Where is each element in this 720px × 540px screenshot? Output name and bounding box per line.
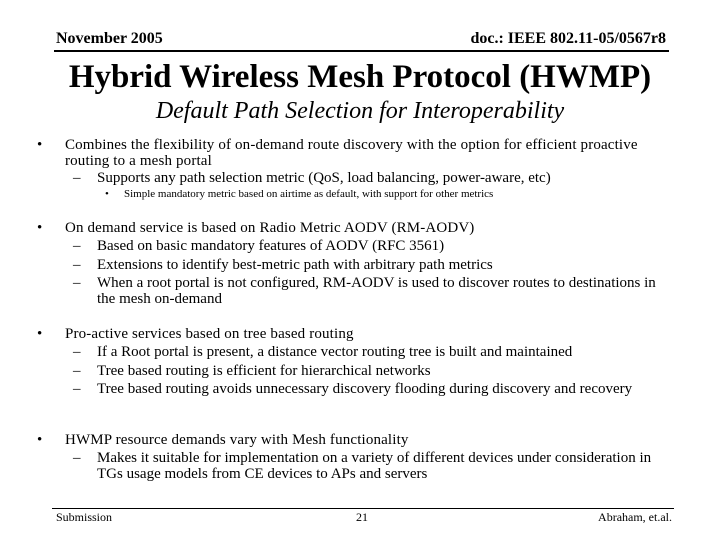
sub-bullet-text: Tree based routing avoids unnecessary discovery flooding during discovery and recovery [97, 381, 633, 397]
header-doc-id: doc.: IEEE 802.11-05/0567r8 [470, 30, 666, 47]
sub-bullet-text: Makes it suitable for implementation on a variety of different devices under consideration in TGs usage models from CE devices to APs and servers [97, 450, 652, 482]
sub-sub-bullet-text: Simple mandatory metric based on airtime as default, with support for other metrics [124, 188, 494, 200]
sub-bullet-text: Based on basic mandatory features of AODV (RFC 3561) [97, 238, 445, 254]
dash-icon: – [73, 275, 81, 291]
bullet-text: Pro-active services based on tree based routing [65, 326, 354, 342]
dash-icon: – [73, 344, 81, 360]
dash-icon: – [73, 257, 81, 273]
slide-title: Hybrid Wireless Mesh Protocol (HWMP) [68, 59, 652, 95]
sub-bullet-text: Extensions to identify best-metric path with arbitrary path metrics [97, 257, 493, 273]
bullet-icon: • [105, 188, 109, 200]
bullet-icon: • [37, 137, 43, 153]
sub-bullet-text: Supports any path selection metric (QoS, load balancing, power-aware, etc) [97, 170, 551, 186]
sub-bullet-text: When a root portal is not configured, RM-AODV is used to discover routes to destinations in the mesh on-demand [97, 275, 656, 307]
sub-bullet-text: If a Root portal is present, a distance vector routing tree is built and maintained [97, 344, 573, 360]
dash-icon: – [73, 238, 81, 254]
slide-subtitle: Default Path Selection for Interoperability [155, 98, 565, 124]
dash-icon: – [73, 170, 81, 186]
bullet-text: Combines the flexibility of on-demand route discovery with the option for efficient proactive routing to a mesh portal [65, 137, 638, 169]
footer-authors: Abraham, et.al. [598, 510, 672, 524]
bullet-icon: • [37, 220, 43, 236]
footer-divider [52, 508, 674, 509]
bullet-icon: • [37, 432, 43, 448]
dash-icon: – [73, 450, 81, 466]
dash-icon: – [73, 381, 81, 397]
header-date: November 2005 [56, 30, 163, 47]
header-divider [54, 50, 669, 52]
footer-submission: Submission [56, 510, 113, 524]
footer-page-number: 21 [356, 510, 368, 524]
dash-icon: – [73, 363, 81, 379]
bullet-text: HWMP resource demands vary with Mesh functionality [65, 432, 409, 448]
sub-bullet-text: Tree based routing is efficient for hierarchical networks [97, 363, 431, 379]
bullet-icon: • [37, 326, 43, 342]
bullet-text: On demand service is based on Radio Metric AODV (RM-AODV) [65, 220, 475, 236]
